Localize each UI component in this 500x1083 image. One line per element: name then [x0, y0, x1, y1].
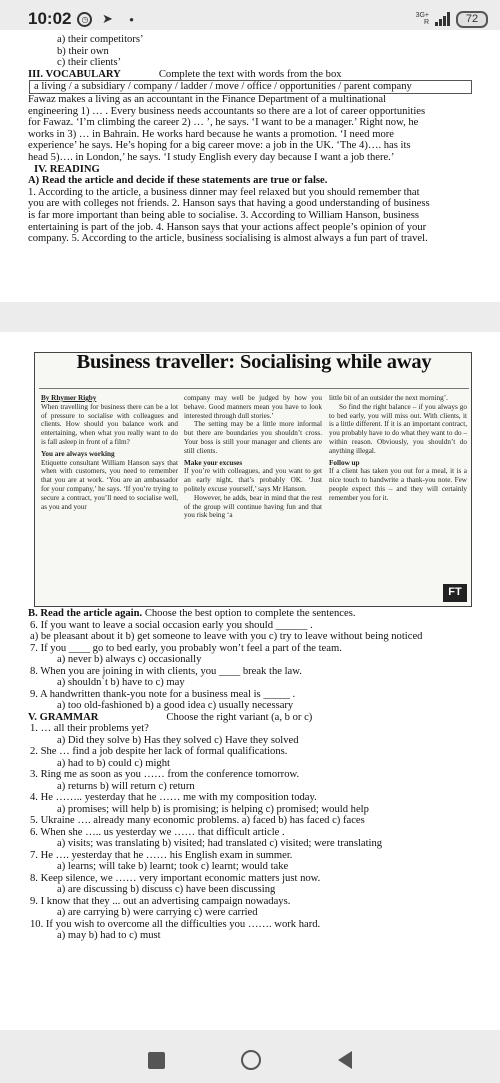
article-column-3 [329, 394, 467, 503]
article-paragraph: If a client has taken you out for a meal, it is a nice touch to handwrite a thank-you note. Few people expect this – and they will certainly remember you for it. [329, 467, 467, 502]
exercise-line: 8. Keep silence, we …… very important economic matters just now. [30, 872, 321, 884]
option-line: a) their competitors’ [57, 34, 144, 45]
network-type: 3G+ R [415, 12, 429, 26]
word-box: a living / a subsidiary / company / ladder / move / office / opportunities / parent company [29, 80, 472, 94]
vocab-text-line: engineering 1) … . Every business needs accountants so there are a lot of career opportunities [28, 105, 426, 117]
article-subheading: Make your excuses [184, 458, 243, 467]
article-column-1 [41, 394, 178, 511]
questions-section [28, 608, 473, 942]
telegram-icon: ➤ [102, 11, 113, 26]
vocab-text-line: works in 3) … in Bahrain. He works hard because he wants a promotion. ‘I need more [28, 128, 394, 140]
article-divider [39, 388, 469, 389]
ft-logo: FT [443, 584, 467, 602]
article-paragraph: If you’re with colleagues, and you want to get an early night, that’s probably OK. ‘Just politely excuse yourself,’ says Mr Hanson. [184, 467, 322, 493]
grammar-instruction: Choose the right variant (a, b or c) [166, 711, 313, 723]
exercise-line: a) be pleasant about it b) get someone to leave with you c) try to leave without being noticed [30, 631, 423, 642]
alarm-icon: ◷ [77, 12, 92, 27]
article-subheading: Follow up [329, 458, 360, 467]
exercise-line: a) may b) had to c) must [57, 930, 161, 941]
home-button[interactable] [241, 1050, 261, 1070]
reading-text-line: entertaining is part of the job. 4. Hanson says that your actions affect people’s opinion of your [28, 221, 427, 233]
article-clipping [34, 352, 472, 607]
reading-text-line: you are with colleges not friends. 2. Hanson says that having a good understanding of business [28, 198, 430, 210]
grammar-lines [28, 723, 473, 942]
article-paragraph: So find the right balance – if you always go to bed early, you will miss out. With clients, it is a little different. If it is an important contract, you probably have to do what they want to do – within reason. Obviously, you shouldn’t do anything illegal. [329, 402, 467, 455]
reading-part-a: A) Read the article and decide if these statements are true or false. [28, 175, 328, 187]
exercise-line: a) learns; will take b) learnt; took c) learnt; would take [57, 861, 289, 872]
exercise-line: 10. If you wish to overcome all the difficulties you ……. work hard. [30, 918, 321, 930]
exercise-line: a) shouldn`t b) have to c) may [57, 677, 185, 688]
exercise-line: 9. I know that they ... out an advertising campaign nowadays. [30, 895, 291, 907]
clock-time: 10:02 [28, 9, 72, 28]
part-b-lines [28, 620, 473, 712]
exercise-line: a) returns b) will return c) return [57, 780, 195, 792]
reading-heading: IV. READING [34, 163, 100, 175]
vocab-text-line: Fawaz makes a living as an accountant in the Finance Department of a multinational [28, 93, 387, 105]
recent-apps-button[interactable] [148, 1052, 165, 1069]
reading-text-line: is far more important than being able to socialise. 3. According to William Hanson, business [28, 209, 419, 221]
part-b-heading: B. Read the article again. [28, 608, 143, 619]
exercise-line: 3. Ring me as soon as you …… from the conference tomorrow. [30, 769, 300, 780]
article-column-2 [184, 394, 322, 520]
back-button[interactable] [338, 1051, 352, 1069]
exercise-line: 2. She … find a job despite her lack of formal qualifications. [30, 746, 288, 757]
exercise-line: a) are carrying b) were carrying c) were carried [57, 907, 258, 918]
exercise-line: 9. A handwritten thank-you note for a business meal is _____ . [30, 688, 296, 700]
exercise-line: 6. If you want to leave a social occasion early you should ______ . [30, 619, 313, 631]
option-line: c) their clients’ [57, 57, 122, 69]
article-paragraph: Etiquette consultant William Hanson says that when with customers, you need to remember that you are at work. ‘You are an ambassador for your company,’ he says. ‘If you’re trying to secure a contract, you’ll need to socialise well, as you and your [41, 458, 178, 511]
article-paragraph: However, he adds, bear in mind that the rest of the group will continue having fun and that you risk being ‘a [184, 493, 322, 520]
vocabulary-heading: III. VOCABULARY [28, 68, 121, 80]
exercise-line: 4. He …….. yesterday that he …… me with my composition today. [30, 792, 317, 803]
exercise-line: a) visits; was translating b) visited; had translated c) visited; were translating [57, 838, 383, 849]
reading-text-line: company. 5. According to the article, business socialising is almost always a fun part of travel. [28, 233, 428, 245]
worksheet-page-2 [0, 332, 500, 1030]
exercise-line: 6. When she ….. us yesterday we …… that difficult article . [30, 826, 285, 838]
battery-icon: 72 [456, 11, 488, 28]
option-line: b) their own [57, 45, 109, 57]
exercise-line: 1. … all their problems yet? [30, 723, 149, 734]
vocab-text-line: for Fawaz. ‘I’m climbing the career 2) … ’, he says. ‘I want to be a manager.’ Right now, he [28, 117, 419, 129]
article-subheading: You are always working [41, 449, 115, 458]
exercise-line: a) are discussing b) discuss c) have been discussing [57, 884, 276, 895]
vocab-text-line: head 5)…. in London,’ he says. ‘I study English every day because I want a job there.’ [28, 151, 395, 163]
reading-text-line: 1. According to the article, a business dinner may feel relaxed but you should remember that [28, 186, 420, 198]
part-b-instruction: Choose the best option to complete the sentences. [142, 608, 356, 619]
exercise-line: a) too old-fashioned b) a good idea c) usually necessary [57, 700, 294, 711]
exercise-line: a) promises; will help b) is promising; is helping c) promised; would help [57, 803, 369, 815]
article-paragraph: The setting may be a little more informal but there are boundaries you shouldn’t cross. Your boss is still your manager and clients are still clients. [184, 420, 322, 455]
exercise-line: a) never b) always c) occasionally [57, 654, 202, 665]
article-paragraph: company may well be judged by how you behave. Good manners mean you have to look interested through dull stories.’ [184, 394, 322, 420]
exercise-line: 7. If you ____ go to bed early, you probably won’t feel a part of the team. [30, 642, 342, 654]
exercise-line: 5. Ukraine …. already many economic problems. a) faced b) has faced c) faces [30, 815, 365, 826]
vocab-text-line: experience’ he says. He’s hoping for a big career move: a job in the UK. ‘The 4)…. has its [28, 140, 411, 152]
article-paragraph: little bit of an outsider the next morning’. [329, 394, 448, 402]
exercise-line: a) Did they solve b) Has they solved c) Have they solved [57, 734, 299, 746]
article-byline: By Rhymer Rigby [41, 394, 97, 402]
signal-icon [435, 12, 450, 26]
notification-dot-icon: • [129, 11, 134, 27]
vocabulary-heading-line [28, 69, 473, 81]
vocabulary-instruction: Complete the text with words from the box [158, 68, 342, 80]
navigation-bar [0, 1037, 500, 1083]
exercise-line: 8. When you are joining in with clients, you ____ break the law. [30, 665, 302, 677]
exercise-line: 7. He …. yesterday that he …… his English exam in summer. [30, 849, 293, 861]
grammar-heading: V. GRAMMAR [28, 711, 99, 723]
article-paragraph: When travelling for business there can be a lot of pressure to socialise with colleagues and clients. How should you balance work and entertaining, when what you really want to do is fall asleep in front of a film? [41, 402, 178, 446]
exercise-line: a) had to b) could c) might [57, 757, 170, 769]
worksheet-page-1 [0, 30, 500, 302]
article-title: Business traveller: Socialising while away [76, 351, 432, 373]
